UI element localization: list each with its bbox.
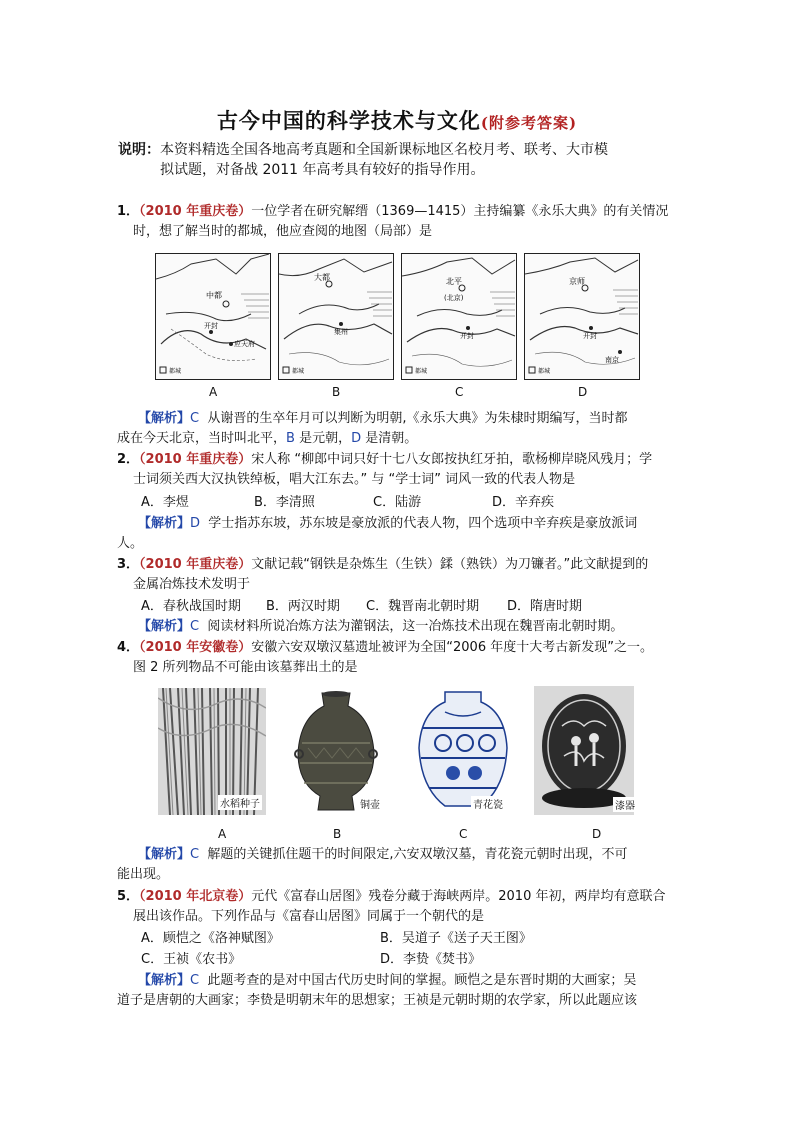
map-b-city-2: 集州 (334, 328, 348, 336)
q4-analysis-label: 【解析】 (138, 847, 191, 862)
image-b-label: B (333, 827, 342, 841)
q1-analysis-text-2c: 是元朝， (294, 431, 352, 446)
q3-line-2: 金属冶炼技术发明于 (133, 577, 251, 592)
q4-line-2: 图 2 所列物品不可能由该墓葬出土的是 (133, 660, 358, 675)
q4-source: （2010 年安徽卷） (139, 640, 252, 655)
map-c-legend: 都城 (415, 368, 428, 375)
image-a-label: A (218, 827, 227, 841)
q1-source: （2010 年重庆卷） (139, 204, 252, 219)
q1-analysis-text-2e: 是清朝。 (361, 431, 418, 446)
q3-analysis-label: 【解析】 (138, 619, 191, 634)
q3-analysis-1 (138, 617, 623, 637)
caption-bronze: 铜壶 (358, 796, 382, 811)
map-c-city-3: 开封 (460, 332, 474, 340)
title-sub: (附参考答案) (480, 114, 578, 132)
map-c-label: C (455, 385, 464, 399)
q3-source: （2010 年重庆卷） (139, 557, 252, 572)
q5-source: （2010 年北京卷） (139, 889, 252, 904)
q1-number: 1． (117, 204, 140, 219)
q2-analysis-2: 人。 (117, 536, 144, 551)
map-d (524, 253, 640, 380)
q2-source: （2010 年重庆卷） (139, 452, 252, 467)
q5-text-1: 元代《富春山居图》残卷分藏于海峡两岸。2010 年初，两岸均有意联合 (251, 889, 666, 904)
q1-analysis-text-2b: B (286, 431, 295, 446)
q3-option-c: C．魏晋南北朝时期 (366, 599, 480, 614)
q2-option-a: A．李煜 (141, 495, 189, 510)
note-label: 说明： (118, 142, 160, 158)
q3-option-b: B．两汉时期 (266, 599, 340, 614)
map-a-city-3: 应天府 (234, 340, 255, 348)
q1-analysis-1 (138, 409, 628, 429)
map-a-city-2: 开封 (204, 322, 218, 330)
caption-lacquer: 漆器 (613, 797, 637, 812)
q4-answer: C (190, 847, 200, 862)
q5-option-d: D．李贽《焚书》 (380, 952, 482, 967)
map-d-label: D (578, 385, 588, 399)
q5-analysis-2: 道子是唐朝的大画家；李贽是明朝末年的思想家；王祯是元朝时期的农学家，所以此题应该 (117, 993, 638, 1008)
q3-answer: C (190, 619, 200, 634)
q2-option-b: B．李清照 (254, 495, 315, 510)
map-b-legend: 都城 (292, 368, 305, 375)
image-c-label: C (459, 827, 468, 841)
q5-option-a: A．顾恺之《洛神赋图》 (141, 931, 280, 946)
q5-number: 5． (117, 889, 140, 904)
q2-analysis-text-1: 学士指苏东坡，苏东坡是豪放派的代表人物，四个选项中辛弃疾是豪放派词 (208, 516, 638, 531)
q4-analysis-2: 能出现。 (117, 867, 170, 882)
q4-text-1: 安徽六安双墩汉墓遗址被评为全国“2006 年度十大考古新发现”之一。 (251, 640, 653, 655)
map-a-label: A (209, 385, 218, 399)
note-text-1: 本资料精选全国各地高考真题和全国新课标地区名校月考、联考、大市模 (160, 142, 608, 158)
q3-option-d: D．隋唐时期 (507, 599, 583, 614)
q3-option-a: A．春秋战国时期 (141, 599, 241, 614)
map-c (401, 253, 517, 380)
q5-option-c: C．王祯《农书》 (141, 952, 242, 967)
q2-analysis-1 (138, 514, 637, 534)
q1-analysis-text-1: 从谢晋的生卒年月可以判断为明朝,《永乐大典》为朱棣时期编写，当时都 (207, 411, 628, 426)
title-main: 古今中国的科学技术与文化 (216, 108, 481, 133)
map-b-city-1: 大都 (314, 273, 330, 282)
q5-analysis-1 (138, 971, 636, 991)
q2-option-d: D．辛弃疾 (492, 495, 555, 510)
page-title (0, 105, 794, 135)
map-a-city-1: 中都 (206, 291, 222, 300)
map-d-city-3: 南京 (605, 356, 619, 364)
q2-line-1 (117, 450, 652, 470)
q2-option-c: C．陆游 (373, 495, 422, 510)
q5-answer: C (190, 973, 200, 988)
q1-text-1: 一位学者在研究解缙（1369—1415）主持编纂《永乐大典》的有关情况 (251, 204, 669, 219)
q1-line-1 (117, 202, 668, 222)
q3-text-1: 文献记载“钢铁是杂炼生（生铁）鍒（熟铁）为刀镰者。”此文献提到的 (251, 557, 649, 572)
q1-analysis-2 (117, 429, 417, 449)
q3-analysis-text-1: 阅读材料所说冶炼方法为灌钢法，这一冶炼技术出现在魏晋南北朝时期。 (207, 619, 624, 634)
map-c-city-1: 北平 (446, 277, 462, 286)
q5-analysis-text-1: 此题考查的是对中国古代历史时间的掌握。顾恺之是东晋时期的大画家；吴 (207, 973, 637, 988)
caption-porcelain: 青花瓷 (471, 796, 505, 811)
map-a (155, 253, 271, 380)
lacquerware-image (534, 686, 634, 815)
q1-analysis-label: 【解析】 (138, 411, 191, 426)
q2-answer: D (190, 516, 201, 531)
q1-line-2: 时，想了解当时的都城，他应查阅的地图（局部）是 (133, 224, 433, 239)
q5-analysis-label: 【解析】 (138, 973, 191, 988)
image-d-label: D (592, 827, 602, 841)
q5-line-2: 展出该作品。下列作品与《富春山居图》同属于一个朝代的是 (133, 909, 485, 924)
map-b (278, 253, 394, 380)
q4-analysis-1 (138, 845, 628, 865)
map-b-label: B (332, 385, 341, 399)
q2-text-1: 宋人称 “柳郎中词只好十七八女郎按执红牙拍，歌杨柳岸晓风残月；学 (251, 452, 653, 467)
q1-answer: C (190, 411, 200, 426)
map-d-city-2: 开封 (583, 332, 597, 340)
q4-line-1 (117, 638, 653, 658)
q5-option-b: B．吴道子《送子天王图》 (380, 931, 532, 946)
q2-number: 2． (117, 452, 140, 467)
q3-number: 3． (117, 557, 140, 572)
note-line-2: 拟试题，对备战 2011 年高考具有较好的指导作用。 (160, 162, 485, 178)
note-line-1 (118, 140, 608, 160)
q1-analysis-text-2a: 成在今天北京，当时叫北平， (117, 431, 287, 446)
q2-line-2: 士词须关西大汉执铁绰板，唱大江东去。” 与 “学士词” 词风一致的代表人物是 (133, 472, 576, 487)
q2-analysis-label: 【解析】 (138, 516, 191, 531)
map-d-legend: 都城 (538, 368, 551, 375)
map-c-city-2: (北京) (444, 294, 464, 302)
map-d-city-1: 京师 (569, 277, 585, 286)
q1-analysis-text-2d: D (351, 431, 362, 446)
q4-analysis-text-1: 解题的关键抓住题干的时间限定,六安双墩汉墓，青花瓷元朝时出现，不可 (207, 847, 628, 862)
q4-number: 4． (117, 640, 140, 655)
q5-line-1 (117, 887, 665, 907)
caption-rice: 水稻种子 (218, 795, 262, 810)
q3-line-1 (117, 555, 648, 575)
map-a-legend: 都城 (169, 368, 182, 375)
